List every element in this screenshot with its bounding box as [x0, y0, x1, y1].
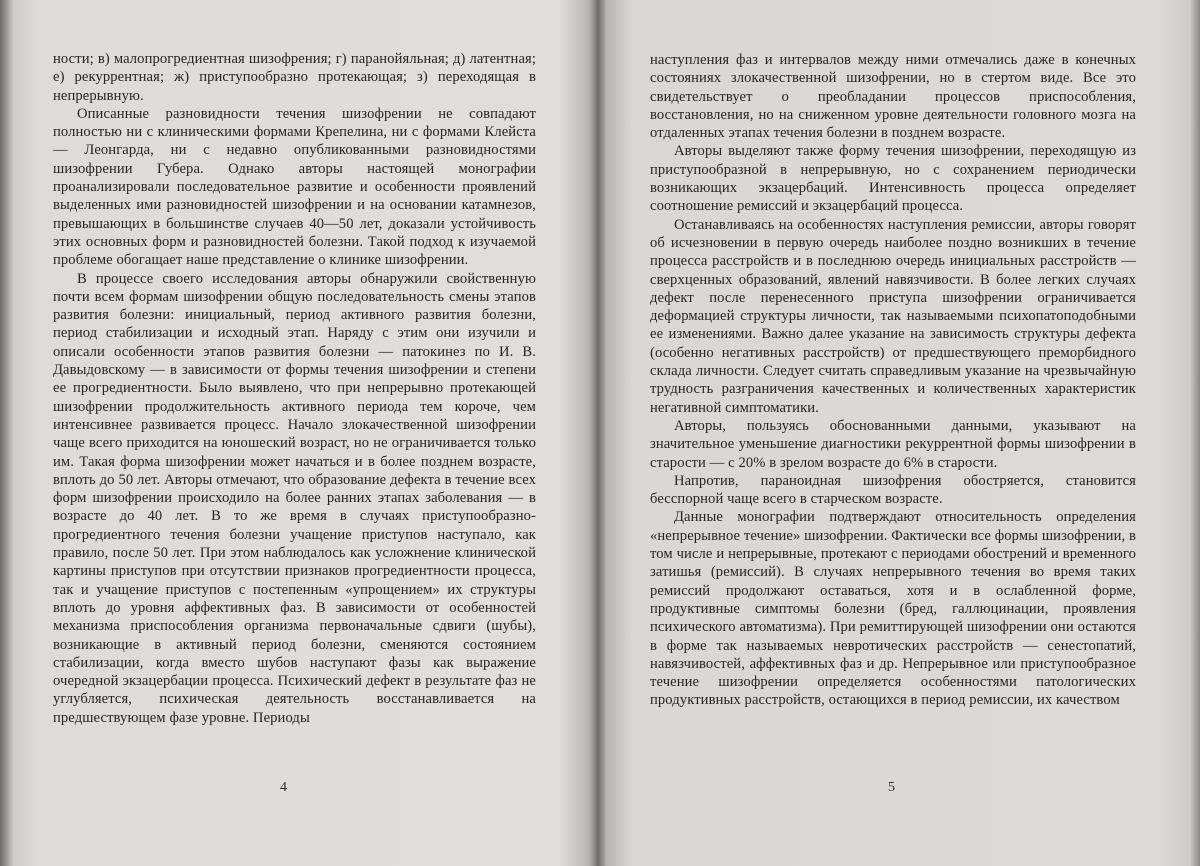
right-paragraph-2: Авторы выделяют также форму течения шизофрении, переходящую из приступообразной в непрерывную, но с сохранением периодически возникающих экзацербаций. Интенсивность процесса определяет соотношение ремиссий и экзацербаций процесса.: [650, 143, 1136, 215]
right-paragraph-6: Данные монографии подтверждают относительность определения «непрерывное течение» шизофрении. Фактически все формы шизофрении, в том числе и непрерывные, протекают с периодами обострений и временного затишья (ремиссий). В случаях непрерывного течения во время таких ремиссий продолжают оставаться, хотя и в ослабленной форме, продуктивные симптомы болезни (бред, галлюцинации, проявления психического автоматизма). При ремиттирующей шизофрении они остаются в форме так называемых невротических расстройств — сенестопатий, навязчивостей, аффективных фаз и др. Непрерывное или приступообразное течение шизофрении определяется особенностями патологических продуктивных расстройств, остающихся в период ремиссии, их качеством: [650, 509, 1136, 709]
left-paragraph-1: ности; в) малопрогредиентная шизофрения; г) паранойяльная; д) латентная; е) рекуррентная; ж) приступообразно протекающая; з) переходящая в непрерывную.: [53, 51, 536, 104]
book-spine: [591, 0, 605, 866]
left-page-number: 4: [280, 780, 287, 795]
left-page: [18, 0, 590, 866]
right-paragraph-3: Останавливаясь на особенностях наступления ремиссии, авторы говорят об исчезновении в первую очередь наиболее поздно возникших в течение процесса расстройств и в последнюю очередь инициальных расстройств — сверхценных образований, явлений навязчивости. В более легких случаях дефект после перенесенного приступа шизофрении ограничивается деформацией структуры личности, так называемыми психопатоподобными ее изменениями. Важно далее указание на зависимость структуры дефекта (особенно негативных расстройств) от предшествующего преморбидного склада личности. Следует считать справедливым указание на чрезвычайную трудность разграничения качественных и количественных характеристик негативной симптоматики.: [650, 216, 1136, 416]
right-page-number: 5: [888, 780, 895, 795]
right-page: [606, 0, 1186, 866]
right-paragraph-4: Авторы, пользуясь обоснованными данными, указывают на значительное уменьшение диагностики рекуррентной формы шизофрении в старости — с 20% в зрелом возрасте до 6% в старости.: [650, 417, 1136, 471]
right-page-text: [650, 51, 1136, 710]
right-paragraph-5: Напротив, параноидная шизофрения обостряется, становится бесспорной чаще всего в старческом возрасте.: [650, 472, 1136, 508]
left-paragraph-2: Описанные разновидности течения шизофрении не совпадают полностью ни с клиническими формами Крепелина, ни с формами Клейста — Леонгарда, ни с недавно опубликованными разновидностями шизофрении Губера. Однако авторы настоящей монографии проанализировали последовательное развитие и особенности проявлений выделенных ими разновидностей шизофрении и на основании катамнезов, превышающих в большинстве случаев 40—50 лет, доказали устойчивость этих основных форм и разновидностей болезни. Такой подход к изучаемой проблеме обогащает наше представление о клинике шизофрении.: [53, 105, 536, 269]
left-page-text: [53, 50, 536, 727]
left-paragraph-3: В процессе своего исследования авторы обнаружили свойственную почти всем формам шизофрении общую последовательность смены этапов развития болезни: инициальный, период активного развития болезни, период стабилизации и исходный этап. Наряду с этим они изучили и описали особенности этапов развития болезни — патокинез по И. В. Давыдовскому — в зависимости от формы течения шизофрении и степени ее прогредиентности. Было выявлено, что при непрерывно протекающей шизофрении продолжительность активного периода тем короче, чем интенсивнее развивается процесс. Начало злокачественной шизофрении чаще всего приходится на юношеский возраст, но не ограничивается только им. Такая форма шизофрении может начаться и в более позднем возрасте, вплоть до 50 лет. Авторы отмечают, что образование дефекта в течение всех форм шизофрении происходило на более ранних этапах заболевания — в возрасте до 40 лет. В то же время в случаях приступообразно-прогредиентного течения болезни учащение приступов наступало, как правило, после 50 лет. При этом наблюдалось как усложнение клинической картины приступов при отсутствии признаков прогредиентности процесса, так и учащение приступов с постепенным «упрощением» их структуры вплоть до уровня аффективных фаз. В зависимости от особенностей механизма приспособления организма первоначальные сдвиги (шубы), возникающие в активный период болезни, сменяются состоянием стабилизации, когда вместо шубов наступают фазы как выражение очередной экзацербации процесса. Психический дефект в результате фаз не углубляется, психическая деятельность восстанавливается на предшествующем фазе уровне. Периоды: [53, 270, 536, 726]
right-paragraph-1: наступления фаз и интервалов между ними отмечались даже в конечных состояниях злокачественной шизофрении, но в стертом виде. Все это свидетельствует о преобладании процессов приспособления, восстановления, но на сниженном уровне деятельности головного мозга на отдаленных этапах течения болезни в позднем возрасте.: [650, 52, 1136, 142]
